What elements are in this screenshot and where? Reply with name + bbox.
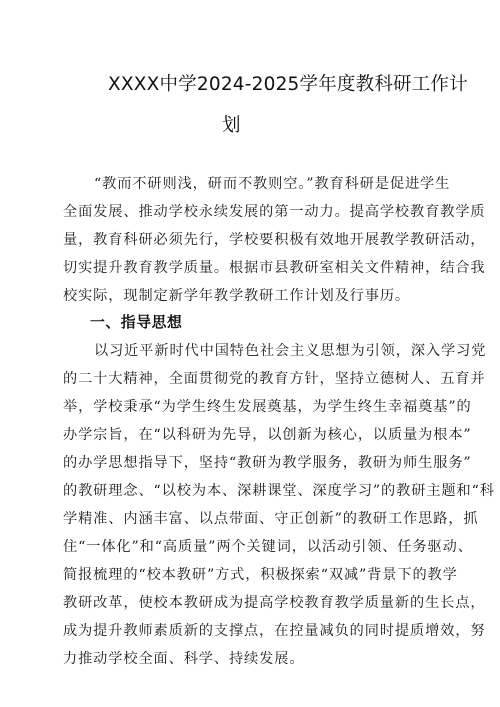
intro-paragraph-line: 量，教育科研必须先行，学校要积极有效地开展教学教研活动，: [63, 232, 486, 248]
section-paragraph-line: 办学宗旨，在“以科研为先导，以创新为核心，以质量为根本”: [63, 427, 472, 443]
section-paragraph-line: 住“一体化”和“高质量”两个关键词，以活动引领、任务驱动、: [63, 539, 473, 555]
intro-paragraph-line: 全面发展、推动学校永续发展的第一动力。提高学校教育教学质: [63, 204, 486, 220]
section-paragraph-line: 的二十大精神，全面贯彻党的教育方针，坚持立德树人、五育并: [63, 371, 486, 387]
section-paragraph-line: 举，学校秉承“为学生终生发展奠基，为学生终生幸福奠基”的: [63, 399, 472, 415]
intro-paragraph-line: “教而不研则浅，研而不教则空。”教育科研是促进学生: [94, 176, 451, 192]
section-paragraph-line: 学精准、内涵丰富、以点带面、守正创新”的教研工作思路，抓: [63, 511, 479, 527]
intro-paragraph-line: 校实际，现制定新学年教学教研工作计划及行事历。: [63, 288, 411, 304]
document-title-line-1: XXXX中学2024-2025学年度教科研工作计: [108, 74, 468, 95]
section-paragraph-line: 的教研理念、“以校为本、深耕课堂、深度学习”的教研主题和“科: [63, 483, 495, 499]
section-paragraph-line: 简报梳理的“校本教研”方式，积极探索“双减”背景下的教学: [63, 567, 458, 583]
section-paragraph-line: 成为提升教师素质新的支撑点，在控量减负的同时提质增效，努: [63, 623, 486, 639]
section-paragraph-line: 的办学思想指导下，坚持“教研为教学服务，教研为师生服务”: [63, 455, 472, 471]
document-title-line-2: 划: [222, 115, 241, 136]
intro-paragraph-line: 切实提升教育教学质量。根据市县教研室相关文件精神，结合我: [63, 260, 486, 276]
section-paragraph-line: 教研改革，使校本教研成为提高学校教育教学质量新的生长点，: [63, 595, 486, 611]
section-heading: 一、指导思想: [90, 314, 183, 331]
section-paragraph-line: 力推动学校全面、科学、持续发展。: [63, 651, 305, 667]
section-paragraph-line: 以习近平新时代中国特色社会主义思想为引领，深入学习党: [94, 343, 487, 359]
